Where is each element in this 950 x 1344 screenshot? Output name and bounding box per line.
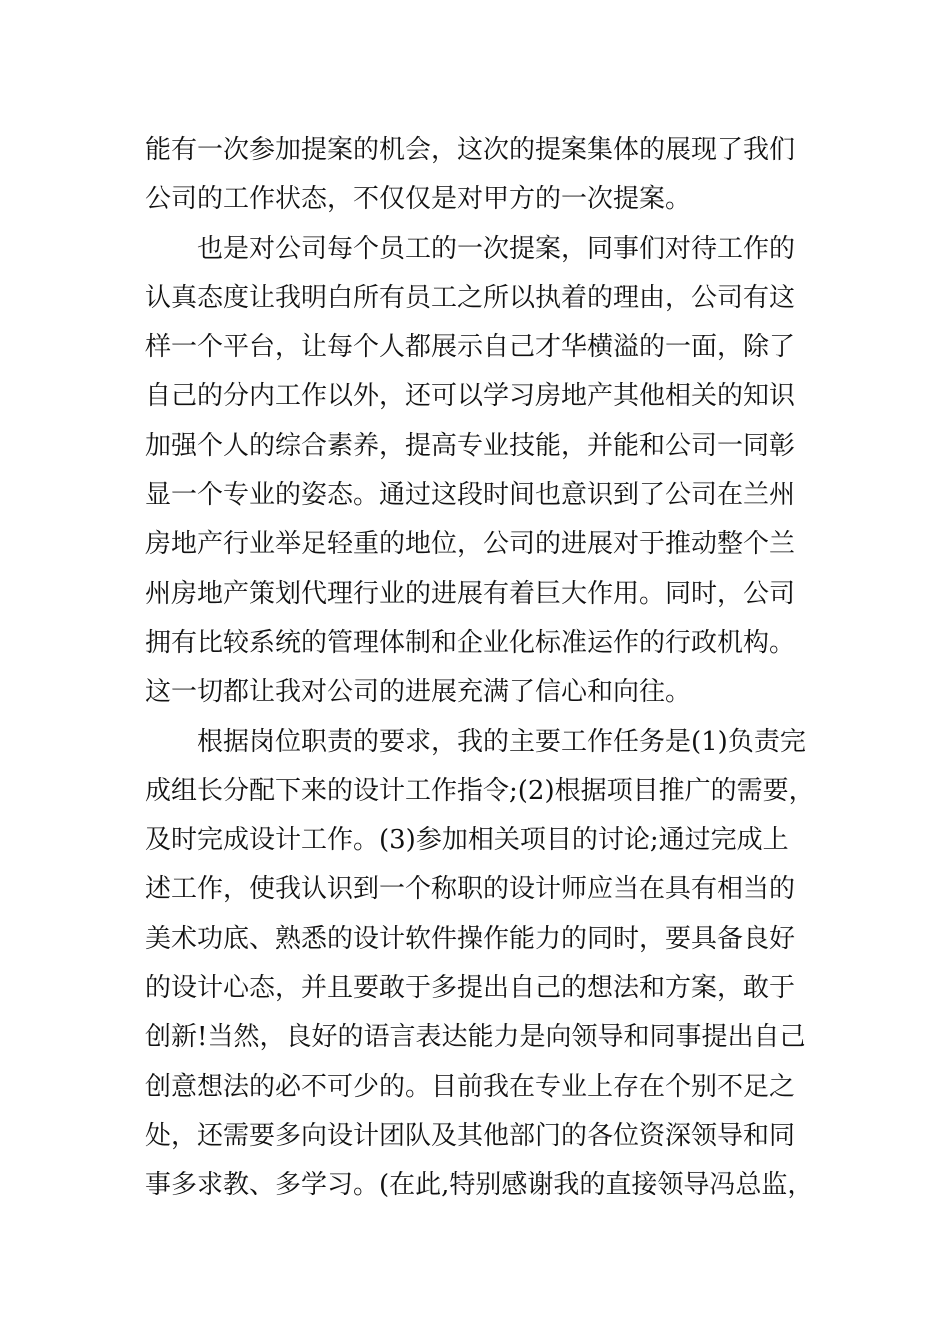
text-line: 事多求教、多学习。(在此,特别感谢我的直接领导冯总监， (145, 1170, 814, 1201)
text-line: 的设计心态，并且要敢于多提出自己的想法和方案，敢于 (145, 973, 796, 1004)
text-line: 样一个平台，让每个人都展示自己才华横溢的一面，除了 (145, 332, 796, 363)
text-line: 述工作，使我认识到一个称职的设计师应当在具有相当的 (145, 874, 796, 905)
text-line: 拥有比较系统的管理体制和企业化标准运作的行政机构。 (145, 627, 796, 658)
text-line: 及时完成设计工作。(3)参加相关项目的讨论;通过完成上 (145, 825, 789, 856)
text-line: 自己的分内工作以外，还可以学习房地产其他相关的知识 (145, 381, 796, 412)
text-line: 公司的工作状态，不仅仅是对甲方的一次提案。 (145, 184, 692, 215)
text-line: 成组长分配下来的设计工作指令;(2)根据项目推广的需要， (145, 775, 815, 806)
text-line: 房地产行业举足轻重的地位，公司的进展对于推动整个兰 (145, 529, 796, 560)
text-line: 能有一次参加提案的机会，这次的提案集体的展现了我们 (145, 135, 796, 165)
text-line: 显一个专业的姿态。通过这段时间也意识到了公司在兰州 (145, 480, 796, 511)
text-line: 也是对公司每个员工的一次提案，同事们对待工作的 (197, 233, 796, 264)
text-line: 美术功底、熟悉的设计软件操作能力的同时，要具备良好 (145, 923, 796, 954)
text-line: 州房地产策划代理行业的进展有着巨大作用。同时，公司 (145, 578, 796, 609)
text-line: 处，还需要多向设计团队及其他部门的各位资深领导和同 (145, 1120, 796, 1151)
text-line: 创新!当然，良好的语言表达能力是向领导和同事提出自己 (145, 1022, 806, 1053)
text-line: 认真态度让我明白所有员工之所以执着的理由，公司有这 (145, 282, 796, 313)
text-line: 根据岗位职责的要求，我的主要工作任务是(1)负责完 (197, 726, 806, 757)
text-line: 创意想法的必不可少的。目前我在专业上存在个别不足之 (145, 1071, 796, 1102)
text-line: 加强个人的综合素养，提高专业技能，并能和公司一同彰 (145, 430, 796, 461)
body-text (145, 126, 825, 1211)
text-line: 这一切都让我对公司的进展充满了信心和向往。 (145, 677, 692, 708)
